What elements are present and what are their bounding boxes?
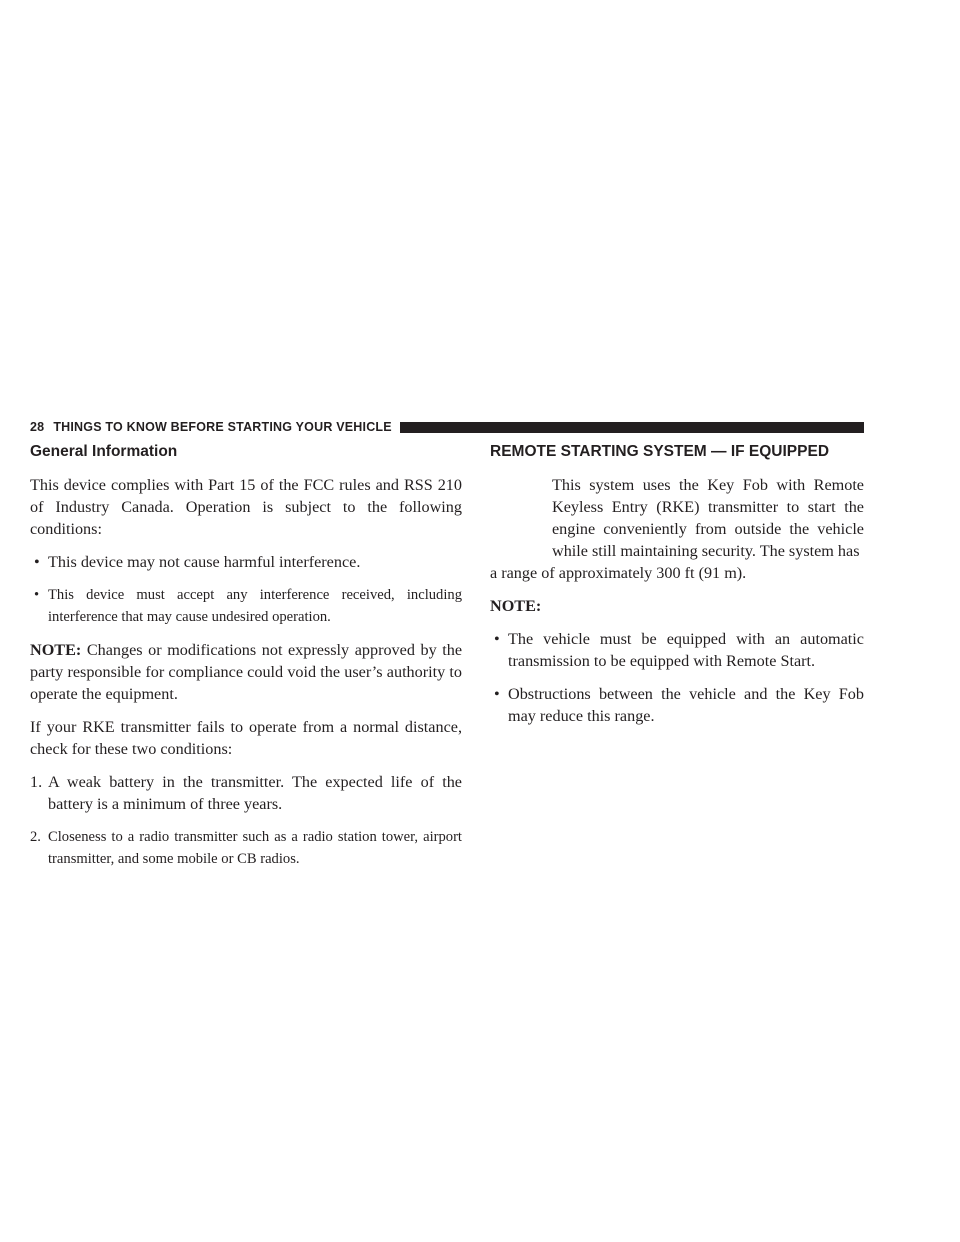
item-number: 1. [30, 773, 43, 791]
bullet-dot: • [494, 630, 500, 648]
numbered-item [30, 771, 462, 815]
note-text: Changes or modifications not expressly approved by the party responsible for compliance could void the user’s authority to operate the equipment. [30, 641, 463, 703]
note-heading-paragraph [490, 595, 864, 617]
item-text: A weak battery in the transmitter. The expected life of the battery is a minimum of three years. [48, 773, 462, 813]
note-label: NOTE: [30, 641, 82, 659]
page-number: 28 [30, 420, 45, 434]
remote-start-bullet [490, 628, 864, 672]
remote-start-intro [490, 474, 864, 584]
fcc-intro-paragraph: This device complies with Part 15 of the FCC rules and RSS 210 of Industry Canada. Operation is subject to the following conditions: [30, 476, 462, 538]
item-number: 2. [30, 829, 41, 845]
check-intro-paragraph: If your RKE transmitter fails to operate from a normal distance, check for these two conditions: [30, 718, 462, 758]
bullet-dot: • [34, 587, 40, 603]
remote-start-bullet [490, 683, 864, 727]
bullet-dot: • [494, 685, 500, 703]
condition-bullet [30, 584, 462, 628]
note-label: NOTE: [490, 597, 542, 615]
left-column [30, 442, 462, 881]
numbered-item [30, 826, 462, 870]
intro-indented-text: This system uses the Key Fob with Remote Keyless Entry (RKE) transmitter to start the engine conveniently from outside the vehicle while still maintaining security. The system has [552, 476, 864, 560]
bullet-text: The vehicle must be equipped with an automatic transmission to be equipped with Remote Start. [508, 630, 864, 670]
intro-continuation-text: a range of approximately 300 ft (91 m). [490, 564, 747, 582]
item-text: Closeness to a radio transmitter such as a radio station tower, airport transmitter, and some mobile or CB radios. [48, 829, 462, 867]
header-rule [400, 422, 864, 433]
general-information-heading: General Information [30, 443, 178, 460]
note-paragraph [30, 639, 462, 705]
page-header [30, 416, 864, 438]
bullet-text: Obstructions between the vehicle and the Key Fob may reduce this range. [508, 685, 864, 725]
bullet-dot: • [34, 553, 40, 571]
remote-starting-heading: REMOTE STARTING SYSTEM — IF EQUIPPED [490, 443, 830, 460]
bullet-text: This device may not cause harmful interference. [48, 553, 361, 571]
section-title: THINGS TO KNOW BEFORE STARTING YOUR VEHICLE [53, 420, 392, 434]
bullet-text: This device must accept any interference received, including interference that may cause undesired operation. [48, 587, 462, 625]
condition-bullet [30, 551, 462, 573]
right-column [490, 442, 864, 738]
